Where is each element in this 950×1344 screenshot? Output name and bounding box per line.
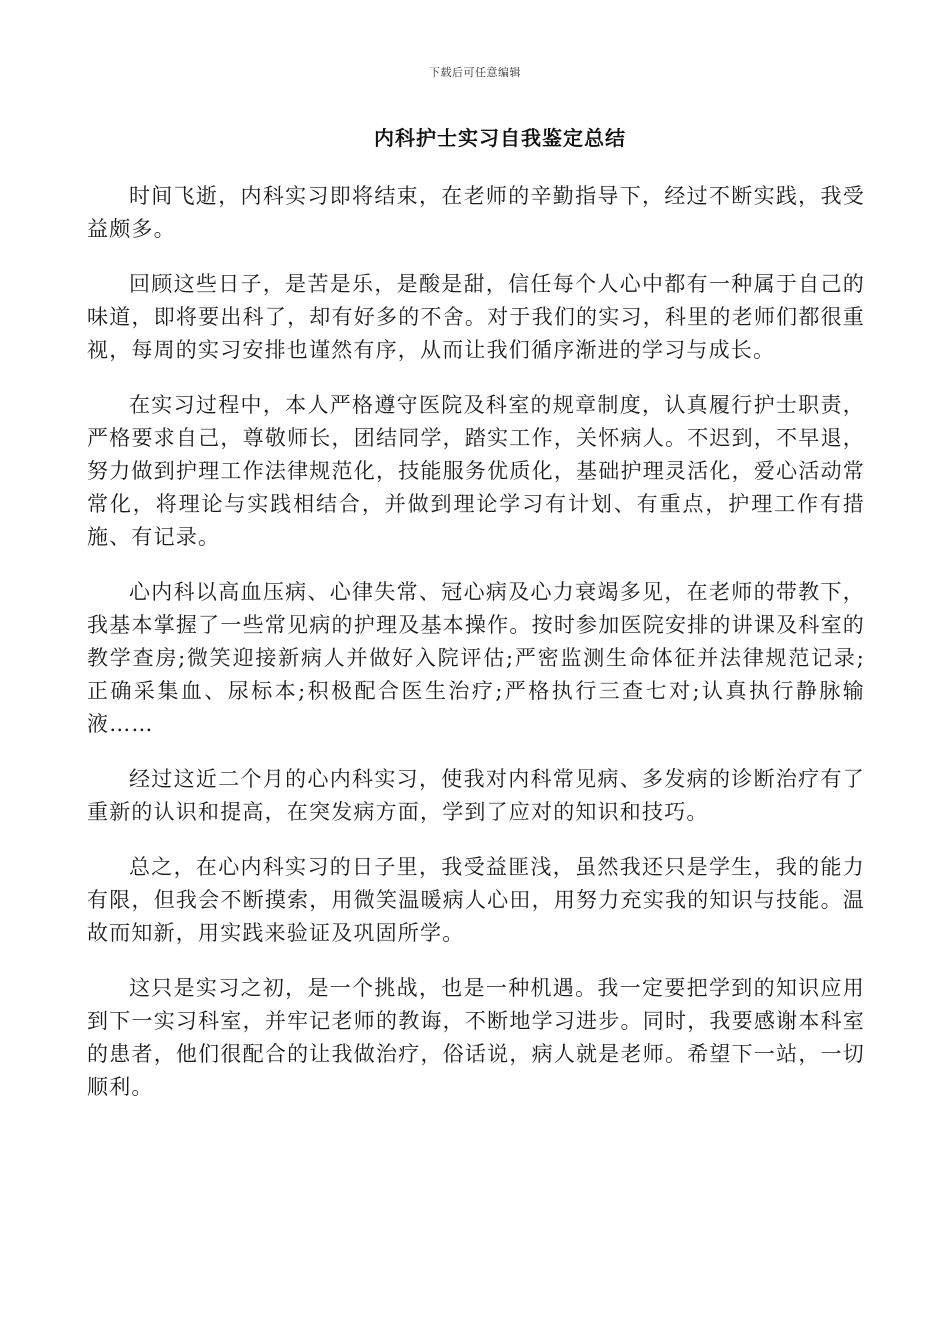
paragraph: 心内科以高血压病、心律失常、冠心病及心力衰竭多见，在老师的带教下，我基本掌握了一些常见病的护理及基本操作。按时参加医院安排的讲课及科室的教学查房;微笑迎接新病人并做好入院评估;严密监测生命体征并法律规范记录;正确采集血、尿标本;积极配合医生治疗;严格执行三查七对;认真执行静脉输液…… (87, 580, 865, 736)
paragraph: 经过这近二个月的心内科实习，使我对内科常见病、多发病的诊断治疗有了重新的认识和提高，在突发病方面，学到了应对的知识和技巧。 (87, 767, 865, 824)
document-body (87, 180, 865, 1126)
paragraph: 回顾这些日子，是苦是乐，是酸是甜，信任每个人心中都有一种属于自己的味道，即将要出科了，却有好多的不舍。对于我们的实习，科里的老师们都很重视，每周的实习安排也谨然有序，从而让我们循序渐进的学习与成长。 (87, 272, 865, 362)
header-note: 下载后可任意编辑 (429, 66, 521, 79)
paragraph: 时间飞逝，内科实习即将结束，在老师的辛勤指导下，经过不断实践，我受益颇多。 (87, 184, 865, 241)
paragraph: 在实习过程中，本人严格遵守医院及科室的规章制度，认真履行护士职责，严格要求自己，尊敬师长，团结同学，踏实工作，关怀病人。不迟到，不早退，努力做到护理工作法律规范化，技能服务优质化，基础护理灵活化，爱心活动常常化，将理论与实践相结合，并做到理论学习有计划、有重点，护理工作有措施、有记录。 (87, 393, 865, 549)
paragraph: 这只是实习之初，是一个挑战，也是一种机遇。我一定要把学到的知识应用到下一实习科室，并牢记老师的教诲，不断地学习进步。同时，我要感谢本科室的患者，他们很配合的让我做治疗，俗话说，病人就是老师。希望下一站，一切顺利。 (87, 976, 865, 1099)
document-title: 内科护士实习自我鉴定总结 (374, 126, 626, 150)
paragraph: 总之，在心内科实习的日子里，我受益匪浅，虽然我还只是学生，我的能力有限，但我会不断摸索，用微笑温暖病人心田，用努力充实我的知识与技能。温故而知新，用实践来验证及巩固所学。 (87, 855, 865, 945)
